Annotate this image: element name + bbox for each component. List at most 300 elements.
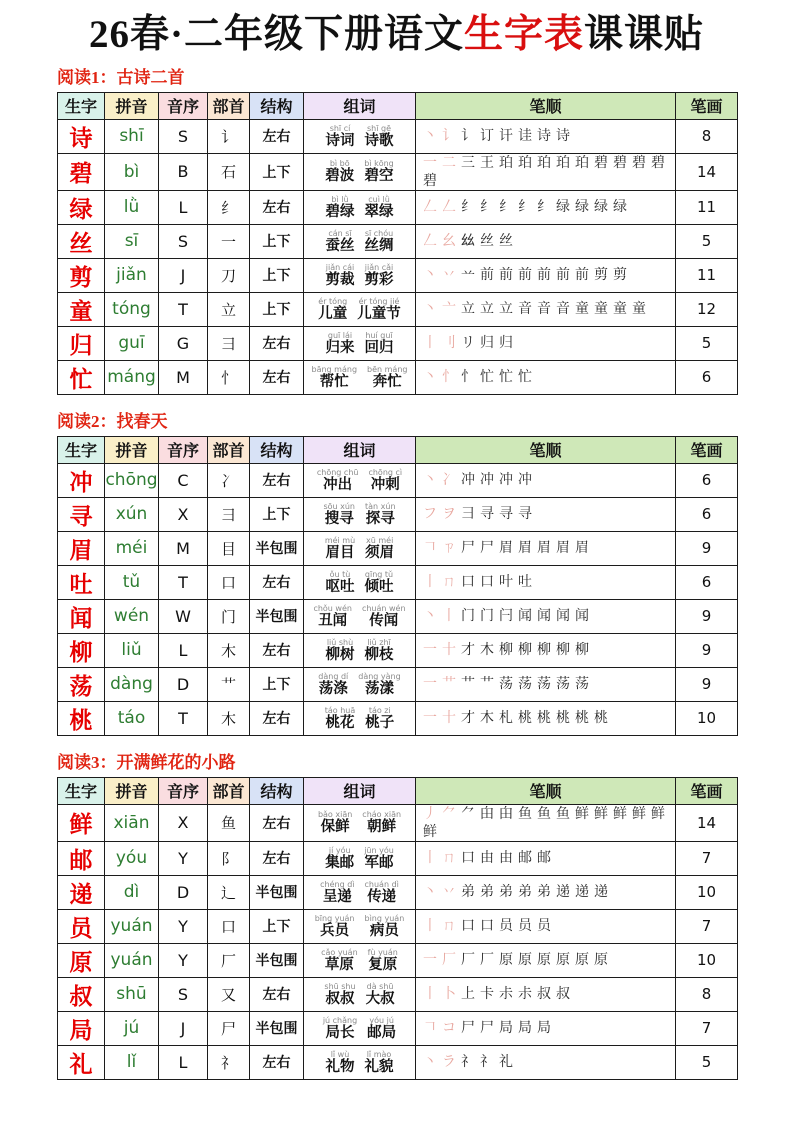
stroke-step: 忙 [518,370,532,386]
stroke-step: 纟 [461,200,475,216]
stroke-step: 丶 [423,1055,437,1071]
word-group [365,503,396,527]
word-group [365,230,394,254]
column-header: 生字 [58,436,105,463]
word-pinyin: fù yuán [367,947,398,957]
radical-cell: 立 [208,292,250,326]
stroke-step: 闻 [575,609,589,625]
lesson-section [57,407,737,736]
stroke-step: 诖 [518,129,532,145]
word-pinyin: lǐ mào [366,1049,392,1059]
word-text: 局长 [325,1024,355,1041]
word-group [362,605,406,629]
stroke-step: 上 [461,987,475,1003]
stroke-step: 音 [537,302,551,318]
stroke-step: 诗 [537,129,551,145]
word-group [325,160,354,184]
stroke-step: 碧 [423,173,437,189]
word-group-wrap [306,160,413,184]
stroke-count-cell: 5 [676,326,738,360]
stroke-step: 艹 [480,677,494,693]
stroke-step: 眉 [518,541,532,557]
stroke-step: 鲜 [575,806,589,822]
alphabetical-order-cell: M [159,531,208,565]
words-cell [304,943,416,977]
word-group [364,847,394,871]
word-group [326,264,355,288]
character-cell: 递 [58,875,105,909]
table-row [58,667,738,701]
word-group [317,469,359,493]
radical-cell: 辶 [208,875,250,909]
stroke-step: 原 [556,953,570,969]
pinyin-cell: yóu [105,841,159,875]
stroke-step: 忙 [480,370,494,386]
structure-cell: 左右 [250,565,304,599]
word-group-wrap [306,983,413,1007]
stroke-step: 冲 [480,473,494,489]
word-pinyin: dàng yàng [358,671,401,681]
words-cell [304,875,416,909]
word-group [358,673,400,697]
word-pinyin: jūn yóu [364,845,394,855]
word-text: 邮局 [367,1024,397,1041]
word-group-wrap [306,571,413,595]
structure-cell: 左右 [250,977,304,1011]
radical-cell: 目 [208,531,250,565]
stroke-order-cell [416,224,676,258]
stroke-step: 原 [537,953,551,969]
word-group [325,707,356,731]
stroke-step: 一 [423,643,437,659]
stroke-order-cell [416,1045,676,1079]
word-group [318,298,347,322]
table-row [58,463,738,497]
stroke-count-cell: 10 [676,701,738,735]
structure-cell: 上下 [250,497,304,531]
lesson-section [57,748,737,1080]
column-header: 音序 [159,777,208,804]
word-group-wrap [306,949,413,973]
column-header: 部首 [208,777,250,804]
word-group [365,537,394,561]
word-pinyin: lǐ wù [330,1049,350,1059]
character-cell: 归 [58,326,105,360]
radical-cell: 口 [208,909,250,943]
word-pinyin: chéng dì [320,879,355,889]
radical-cell: 木 [208,633,250,667]
structure-cell: 半包围 [250,875,304,909]
word-text: 诗歌 [364,132,394,149]
character-cell: 忙 [58,360,105,394]
word-pinyin: cuì lǜ [368,194,390,204]
stroke-count-cell: 10 [676,943,738,977]
stroke-step: 尗 [499,987,513,1003]
stroke-step: 丷 [442,885,456,901]
stroke-step: 眉 [499,541,513,557]
stroke-count-cell: 9 [676,667,738,701]
stroke-step: 局 [537,1021,551,1037]
word-pinyin: ér tóng jié [358,296,400,306]
word-text: 大叔 [365,990,395,1007]
stroke-order-cell [416,599,676,633]
character-cell: 礼 [58,1045,105,1079]
stroke-step: 丨 [442,609,456,625]
word-group-wrap [306,1051,413,1075]
table-row [58,326,738,360]
stroke-step: 局 [518,1021,532,1037]
word-group [365,915,405,939]
stroke-step: 荡 [499,677,513,693]
word-group-wrap [306,503,413,527]
stroke-step: 弟 [537,885,551,901]
structure-cell: 左右 [250,841,304,875]
word-text: 儿童 [318,305,348,322]
word-group [321,949,358,973]
column-header: 组词 [304,92,416,119]
words-cell [304,804,416,841]
radical-cell: 礻 [208,1045,250,1079]
stroke-step: 丝 [499,234,513,250]
stroke-step: 珀 [537,155,551,171]
stroke-step: 䒑 [461,268,475,284]
stroke-step: 才 [461,643,475,659]
stroke-step: 吐 [518,575,532,591]
stroke-step: 十 [442,643,456,659]
word-group-wrap [306,230,413,254]
stroke-count-cell: 10 [676,875,738,909]
column-header: 笔顺 [416,92,676,119]
alphabetical-order-cell: Y [159,841,208,875]
title-prefix: 26春·二年级下册语文 [88,13,464,56]
word-group [357,298,401,322]
words-cell [304,633,416,667]
word-group [365,125,394,149]
radical-cell: 口 [208,565,250,599]
radical-cell: 阝 [208,841,250,875]
pinyin-cell: táo [105,701,159,735]
words-cell [304,292,416,326]
stroke-step: 口 [480,575,494,591]
structure-cell: 左右 [250,190,304,224]
stroke-step: 立 [461,302,475,318]
word-group-wrap [306,196,413,220]
stroke-step: 门 [480,609,494,625]
stroke-step: 丨 [423,336,437,352]
stroke-step: 丿 [423,806,437,822]
word-group-wrap [306,469,413,493]
stroke-step: 订 [480,129,494,145]
pinyin-cell: jú [105,1011,159,1045]
pinyin-cell: tóng [105,292,159,326]
stroke-step: 音 [556,302,570,318]
word-text: 荡涤 [318,680,348,697]
stroke-count-cell: 12 [676,292,738,326]
word-group [323,1017,357,1041]
structure-cell: 上下 [250,909,304,943]
word-pinyin: jiǎn cǎi [364,262,394,272]
stroke-step: 丝 [480,234,494,250]
words-cell [304,190,416,224]
column-header: 拼音 [105,777,159,804]
stroke-order-cell [416,565,676,599]
table-row [58,360,738,394]
word-group [326,332,355,356]
stroke-step: 忄 [461,370,475,386]
word-group [325,537,355,561]
stroke-step: 一 [423,155,437,171]
stroke-step: 纟 [518,200,532,216]
table-row [58,292,738,326]
stroke-step: 绿 [613,200,627,216]
stroke-step: 卡 [480,987,494,1003]
word-group [315,915,355,939]
radical-cell: 门 [208,599,250,633]
structure-cell: 左右 [250,463,304,497]
alphabetical-order-cell: S [159,977,208,1011]
word-group-wrap [306,366,413,390]
word-group [326,196,355,220]
stroke-step: 尗 [518,987,532,1003]
words-cell [304,326,416,360]
stroke-step: 眉 [537,541,551,557]
column-header: 生字 [58,92,105,119]
stroke-step: 甶 [499,806,513,822]
word-text: 呈递 [322,888,352,905]
stroke-step: 纟 [480,200,494,216]
word-text: 探寻 [365,510,395,527]
character-cell: 闻 [58,599,105,633]
word-text: 叔叔 [325,990,355,1007]
stroke-count-cell: 6 [676,463,738,497]
stroke-step: 一 [423,711,437,727]
words-cell [304,463,416,497]
stroke-count-cell: 6 [676,360,738,394]
stroke-step: 前 [575,268,589,284]
stroke-order-cell [416,943,676,977]
character-cell: 柳 [58,633,105,667]
word-group [320,881,354,905]
character-cell: 荡 [58,667,105,701]
structure-cell: 左右 [250,633,304,667]
word-text: 丝绸 [364,237,394,254]
word-group [365,1051,394,1075]
stroke-step: 丶 [423,370,437,386]
column-header: 结构 [250,436,304,463]
word-pinyin: cháo xiān [362,810,402,820]
stroke-step: 柳 [499,643,513,659]
stroke-step: 丶 [423,473,437,489]
word-text: 礼貌 [364,1058,394,1075]
stroke-order-cell [416,190,676,224]
word-pinyin: bì bō [329,159,350,169]
word-pinyin: sī chóu [364,228,394,238]
character-cell: 童 [58,292,105,326]
table-row [58,497,738,531]
stroke-step: 绿 [594,200,608,216]
stroke-count-cell: 14 [676,804,738,841]
words-cell [304,1011,416,1045]
stroke-step: 邮 [537,851,551,867]
stroke-order-cell [416,531,676,565]
stroke-count-cell: 9 [676,633,738,667]
title-highlight: 生字表 [463,13,584,56]
stroke-step: 厂 [461,953,475,969]
alphabetical-order-cell: W [159,599,208,633]
word-group [367,1017,396,1041]
pinyin-cell: méi [105,531,159,565]
stroke-step: 幺 [442,234,456,250]
word-text: 军邮 [364,854,394,871]
table-row [58,119,738,153]
stroke-step: 三 [461,155,475,171]
column-header: 笔画 [676,436,738,463]
stroke-step: 闩 [499,609,513,625]
column-header: 组词 [304,777,416,804]
stroke-step: 丶 [423,609,437,625]
word-pinyin: bìng yuán [364,913,405,923]
stroke-step: 立 [499,302,513,318]
pinyin-cell: tǔ [105,565,159,599]
word-pinyin: jí yóu [328,845,351,855]
alphabetical-order-cell: T [159,292,208,326]
stroke-step: 𠃋 [423,200,437,216]
stroke-step: 丨 [423,919,437,935]
word-text: 兵员 [320,922,350,939]
stroke-order-cell [416,326,676,360]
table-row [58,599,738,633]
stroke-step: 递 [556,885,570,901]
stroke-step: 鱼 [556,806,570,822]
pinyin-cell: jiǎn [105,258,159,292]
word-group [326,125,355,149]
stroke-step: 尸 [461,1021,475,1037]
word-group [365,881,399,905]
stroke-step: 音 [518,302,532,318]
stroke-step: 尸 [480,1021,494,1037]
word-pinyin: liǔ zhī [367,637,391,647]
table-row [58,153,738,190]
stroke-step: 丶 [423,129,437,145]
stroke-step: 叶 [499,575,513,591]
word-pinyin: jiǎn cái [325,262,355,272]
word-group [326,230,355,254]
word-pinyin: yóu jú [369,1015,394,1025]
word-pinyin: jú chǎng [322,1015,358,1025]
word-text: 丑闻 [318,612,348,629]
stroke-step: 厂 [442,953,456,969]
stroke-step: 门 [461,609,475,625]
stroke-step: ⺈ [461,806,475,822]
character-cell: 鲜 [58,804,105,841]
table-row [58,258,738,292]
stroke-order-cell [416,497,676,531]
stroke-step: 桃 [556,711,570,727]
stroke-step: 丶 [423,268,437,284]
radical-cell: 冫 [208,463,250,497]
pinyin-cell: sī [105,224,159,258]
stroke-step: 桃 [594,711,608,727]
word-text: 柳树 [325,646,355,663]
word-group [365,196,394,220]
stroke-step: 弟 [480,885,494,901]
structure-cell: 上下 [250,258,304,292]
word-pinyin: chōng cì [368,467,403,477]
stroke-count-cell: 11 [676,190,738,224]
word-group-wrap [306,537,413,561]
word-text: 桃花 [325,714,355,731]
alphabetical-order-cell: J [159,1011,208,1045]
stroke-order-cell [416,909,676,943]
word-text: 呕吐 [325,578,355,595]
stroke-step: 忄 [442,370,456,386]
word-pinyin: chōng chū [316,467,359,477]
radical-cell: 讠 [208,119,250,153]
word-group-wrap [306,915,413,939]
stroke-count-cell: 11 [676,258,738,292]
stroke-step: 口 [461,919,475,935]
character-cell: 丝 [58,224,105,258]
stroke-step: フ [423,507,437,523]
alphabetical-order-cell: M [159,360,208,394]
stroke-step: 员 [537,919,551,935]
column-header: 结构 [250,777,304,804]
stroke-order-cell [416,1011,676,1045]
stroke-step: 十 [442,711,456,727]
stroke-order-cell [416,804,676,841]
word-group [365,332,394,356]
stroke-step: 前 [556,268,570,284]
stroke-step: 前 [518,268,532,284]
stroke-step: 珀 [575,155,589,171]
stroke-count-cell: 8 [676,119,738,153]
stroke-step: コ [442,1021,456,1037]
structure-cell: 上下 [250,667,304,701]
radical-cell: 又 [208,977,250,1011]
stroke-step: 绿 [575,200,589,216]
stroke-step: 刂 [442,336,456,352]
word-group [323,503,355,527]
alphabetical-order-cell: L [159,1045,208,1079]
column-header: 组词 [304,436,416,463]
stroke-step: 讠 [442,129,456,145]
word-pinyin: bēn máng [367,364,408,374]
stroke-step: 立 [480,302,494,318]
stroke-step: 丨 [423,575,437,591]
radical-cell: 厂 [208,943,250,977]
alphabetical-order-cell: Y [159,943,208,977]
character-cell: 员 [58,909,105,943]
stroke-step: 才 [461,711,475,727]
stroke-step: 鲜 [594,806,608,822]
stroke-step: 卜 [442,987,456,1003]
word-text: 病员 [369,922,399,939]
stroke-step: 荡 [537,677,551,693]
structure-cell: 上下 [250,224,304,258]
word-text: 碧空 [364,168,394,185]
stroke-step: 局 [499,1021,513,1037]
stroke-count-cell: 6 [676,497,738,531]
stroke-step: ㄗ [442,541,456,557]
word-pinyin: dàng dí [318,671,349,681]
words-cell [304,531,416,565]
stroke-order-cell [416,977,676,1011]
character-cell: 原 [58,943,105,977]
stroke-step: 眉 [556,541,570,557]
stroke-step: 冫 [442,473,456,489]
alphabetical-order-cell: B [159,153,208,190]
stroke-step: 口 [461,575,475,591]
